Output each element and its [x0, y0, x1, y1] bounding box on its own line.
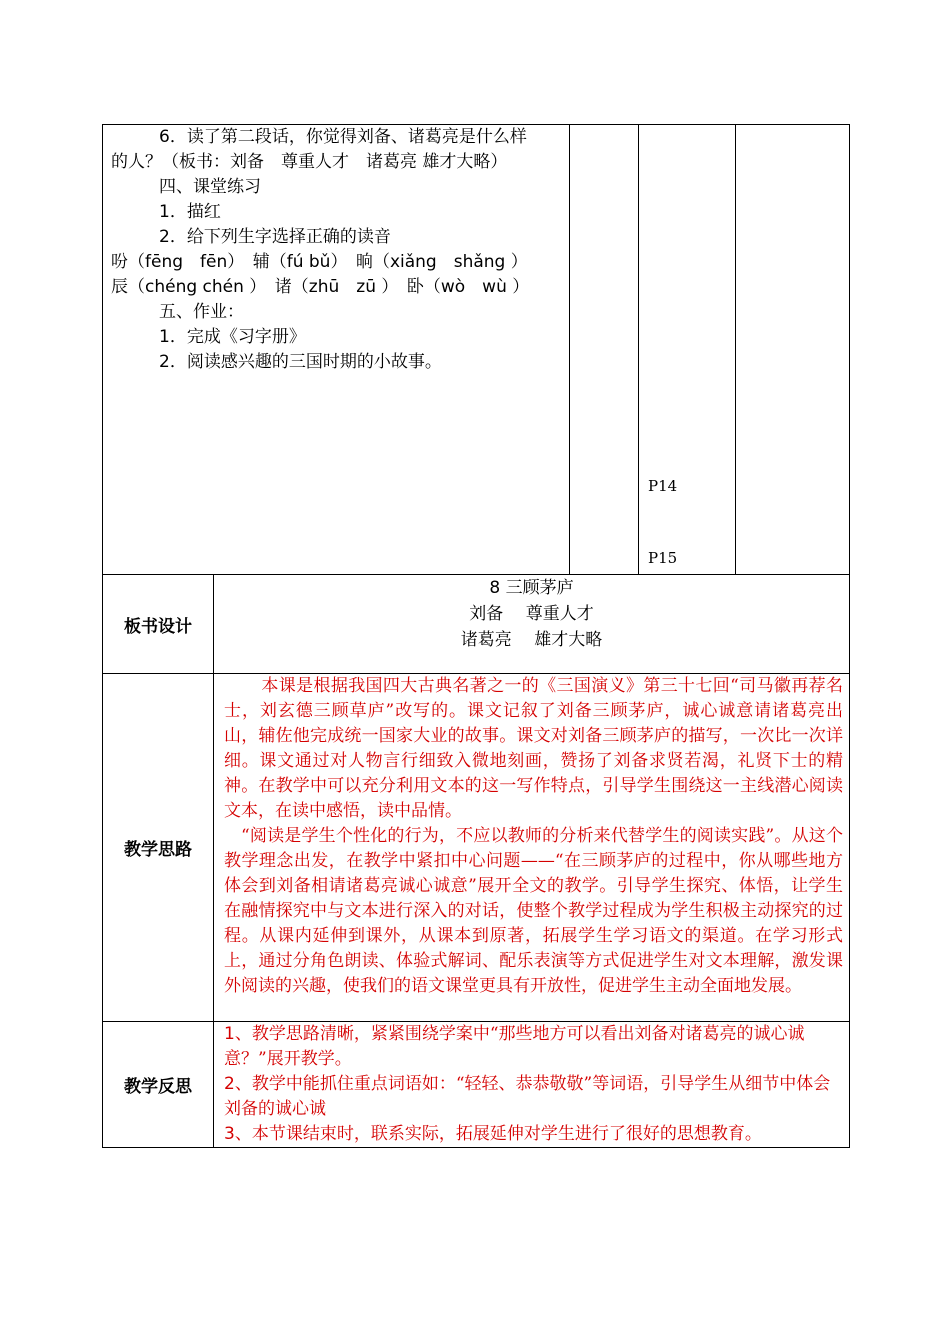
process-line: 6．读了第二段话，你觉得刘备、诸葛亮是什么样	[159, 127, 527, 147]
reflection-number: 3	[224, 1124, 235, 1144]
empty-cell	[736, 125, 850, 575]
board-row	[103, 575, 850, 674]
reflection-item	[224, 1022, 843, 1072]
page-ref-p14: P14	[648, 477, 678, 495]
process-row	[103, 125, 850, 575]
process-cell	[103, 125, 570, 575]
reflection-item	[224, 1122, 843, 1147]
board-line: 刘备 尊重人才	[469, 604, 594, 624]
approach-paragraph-1: 本课是根据我国四大古典名著之一的《三国演义》第三十七回“司马徽再荐名士，刘玄德三顾草庐”改写的。课文记叙了刘备三顾茅庐，诚心诚意请诸葛亮出山，辅佐他完成统一国家大业的故事。课文对刘备三顾茅庐的描写，一次比一次详细。课文通过对人物言行细致入微地刻画，赞扬了刘备求贤若渴，礼贤下士的精神。在教学中可以充分利用文本的这一写作特点，引导学生围绕这一主线潜心阅读文本，在读中感悟，读中品情。	[224, 676, 843, 821]
board-label: 板书设计	[103, 575, 214, 674]
reflection-label: 教学反思	[103, 1022, 214, 1148]
reflection-text: 、教学思路清晰，紧紧围绕学案中“那些地方可以看出刘备对诸葛亮的诚心诚意？”展开教学。	[224, 1024, 805, 1069]
reflection-text: 、教学中能抓住重点词语如：“轻轻、恭恭敬敬”等词语，引导学生从细节中体会刘备的诚心诚	[224, 1074, 831, 1119]
process-line: 辰（chéng chén ） 诸（zhū zū ） 卧（wò wù ）	[111, 277, 530, 297]
reflection-row	[103, 1022, 850, 1148]
process-line: 2．给下列生字选择正确的读音	[159, 227, 391, 247]
empty-cell	[570, 125, 639, 575]
reflection-text: 、本节课结束时，联系实际，拓展延伸对学生进行了很好的思想教育。	[234, 1124, 762, 1144]
page-ref-cell	[639, 125, 736, 575]
lesson-plan-table	[102, 124, 850, 1148]
process-line: 1．完成《习字册》	[159, 327, 306, 347]
process-line: 五、作业：	[159, 302, 244, 322]
approach-row	[103, 674, 850, 1022]
reflection-item	[224, 1072, 843, 1122]
reflection-number: 1	[224, 1024, 235, 1044]
reflection-number: 2	[224, 1074, 235, 1094]
reflection-content	[214, 1022, 850, 1148]
approach-label: 教学思路	[103, 674, 214, 1022]
approach-paragraph-2: “阅读是学生个性化的行为，不应以教师的分析来代替学生的阅读实践”。从这个教学理念出发，在教学中紧扣中心问题——“在三顾茅庐的过程中，你从哪些地方体会到刘备相请诸葛亮诚心诚意”展开全文的教学。引导学生探究、体悟，让学生在融情探究中与文本进行深入的对话，使整个教学过程成为学生积极主动探究的过程。从课内延伸到课外，从课本到原著，拓展学生学习语文的渠道。在学习形式上，通过分角色朗读、体验式解词、配乐表演等方式促进学生对文本理解，激发课外阅读的兴趣，使我们的语文课堂更具有开放性，促进学生主动全面地发展。	[224, 826, 843, 996]
process-line: 1．描红	[159, 202, 221, 222]
process-line: 2．阅读感兴趣的三国时期的小故事。	[159, 352, 442, 372]
board-line: 诸葛亮 雄才大略	[460, 630, 603, 650]
page-ref-p15: P15	[648, 549, 678, 567]
board-title: 8 三顾茅庐	[489, 578, 574, 598]
process-line: 四、课堂练习	[159, 177, 261, 197]
board-content	[214, 575, 850, 674]
process-line: 的人？（板书：刘备 尊重人才 诸葛亮 雄才大略）	[111, 152, 508, 172]
approach-content	[214, 674, 850, 1022]
process-line: 吩（fēng fēn） 辅（fú bǔ） 晌（xiǎng shǎng ）	[111, 252, 528, 272]
